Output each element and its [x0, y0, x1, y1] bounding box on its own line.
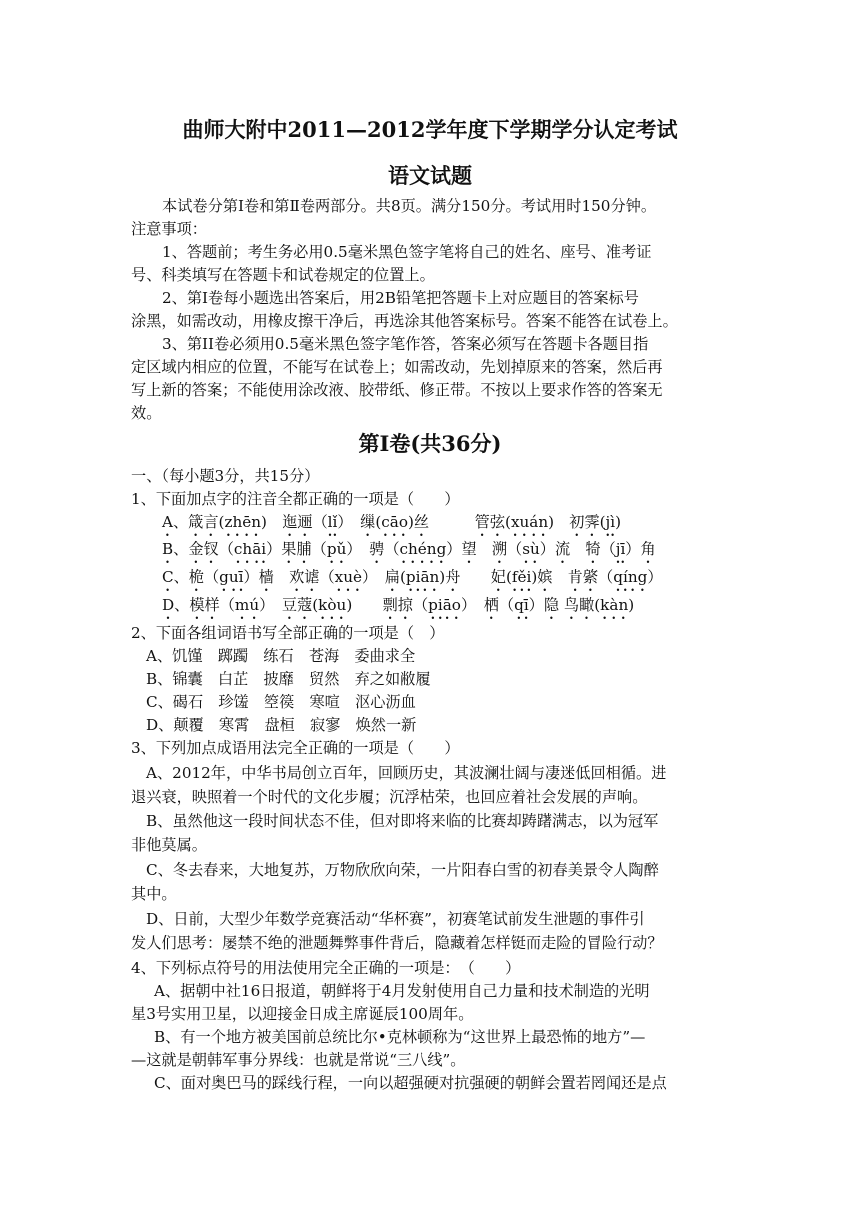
intro-line: 涂黑，如需改动，用橡皮擦干净后，再选涂其他答案标号。答案不能答在试卷上。: [131, 312, 678, 330]
question-option: 发人们思考：屡禁不绝的泄题舞弊事件背后，隐藏着怎样铤而走险的冒险行动？: [131, 934, 663, 952]
question-option: D、日前，大型少年数学竞赛活动“华杯赛”，初赛笔试前发生泄题的事件引: [146, 910, 645, 928]
question-option: C、冬去春来，大地复苏，万物欣欣向荣，一片阳春白雪的初春美景令人陶醉: [146, 861, 659, 879]
question-option: 退兴衰，映照着一个时代的文化步履；沉浮枯荣，也回应着社会发展的声响。: [131, 788, 648, 806]
intro-line: 注意事项：: [131, 220, 207, 238]
exam-title: 曲师大附中2011—2012学年度下学期学分认定考试: [182, 117, 678, 142]
question-option: 星3号实用卫星，以迎接金日成主席诞辰100周年。: [131, 1005, 474, 1023]
question-stem: 4、下列标点符号的用法使用完全正确的一项是： （ ）: [131, 959, 521, 977]
question-stem: 2、下面各组词语书写全部正确的一项是（ ）: [131, 624, 445, 642]
question-option: C、面对奥巴马的踩线行程，一向以超强硬对抗强硬的朝鲜会置若罔闻还是点: [154, 1074, 667, 1092]
question-option: B、虽然他这一段时间状态不佳，但对即将来临的比赛却踌躇满志，以为冠军: [146, 812, 659, 830]
section-heading: 一、（每小题3分，共15分）: [131, 467, 320, 485]
question-option: C、碣石 珍馐 箜篌 寒喧 沤心沥血: [146, 693, 416, 711]
intro-line: 本试卷分第Ⅰ卷和第Ⅱ卷两部分。共8页。满分150分。考试用时150分钟。: [162, 197, 657, 215]
intro-line: 效。: [131, 404, 162, 422]
intro-line: 写上新的答案；不能使用涂改液、胶带纸、修正带。不按以上要求作答的答案无: [131, 381, 663, 399]
question-option: B、金钗（chāi）果脯（pǔ） 骋（chéng）望 溯（sù）流 犄（jī）角: [162, 540, 656, 558]
question-option: —这就是朝韩军事分界线：也就是常说“三八线”。: [131, 1051, 466, 1069]
exam-subtitle: 语文试题: [388, 163, 472, 188]
question-option: A、饥馑 踯躅 练石 苍海 委曲求全: [146, 647, 416, 665]
question-option: A、据朝中社16日报道，朝鲜将于4月发射使用自己力量和技术制造的光明: [154, 982, 650, 1000]
question-option: C、桅（guī）樯 欢谑（xuè） 扁(piān)舟 妃(fěi)嫔 肯綮（qíng）: [162, 568, 663, 586]
question-option: D、模样（mú） 豆蔻(kòu) 剽掠（piāo） 栖（qī）隐 鸟瞰(kàn): [162, 596, 635, 614]
intro-line: 号、科类填写在答题卡和试卷规定的位置上。: [131, 266, 435, 284]
question-option: B、锦囊 白芷 披靡 贸然 弃之如敝履: [146, 670, 431, 688]
question-option: 非他莫属。: [131, 836, 207, 854]
question-option: A、箴言(zhēn) 迤逦（lǐ） 缫(cāo)丝 管弦(xuán) 初霁(jì): [162, 513, 622, 531]
question-option: 其中。: [131, 885, 177, 903]
question-stem: 1、下面加点字的注音全都正确的一项是（ ）: [131, 490, 460, 508]
intro-line: 定区域内相应的位置，不能写在试卷上；如需改动，先划掉原来的答案，然后再: [131, 358, 663, 376]
question-option: B、有一个地方被美国前总统比尔•克林顿称为“这世界上最恐怖的地方”—: [154, 1028, 646, 1046]
intro-line: 1、答题前；考生务必用0.5毫米黑色签字笔将自己的姓名、座号、准考证: [162, 243, 652, 261]
section-title: 第Ⅰ卷(共36分): [358, 431, 502, 456]
intro-line: 2、第Ⅰ卷每小题选出答案后，用2B铅笔把答题卡上对应题目的答案标号: [162, 289, 639, 307]
question-stem: 3、下列加点成语用法完全正确的一项是（ ）: [131, 739, 460, 757]
intro-line: 3、第II卷必须用0.5毫米黑色签字笔作答，答案必须写在答题卡各题目指: [162, 335, 649, 353]
question-option: A、2012年，中华书局创立百年，回顾历史，其波澜壮阔与凄迷低回相循。进: [146, 764, 667, 782]
question-option: D、颠覆 寒霄 盘桓 寂寥 焕然一新: [146, 716, 417, 734]
